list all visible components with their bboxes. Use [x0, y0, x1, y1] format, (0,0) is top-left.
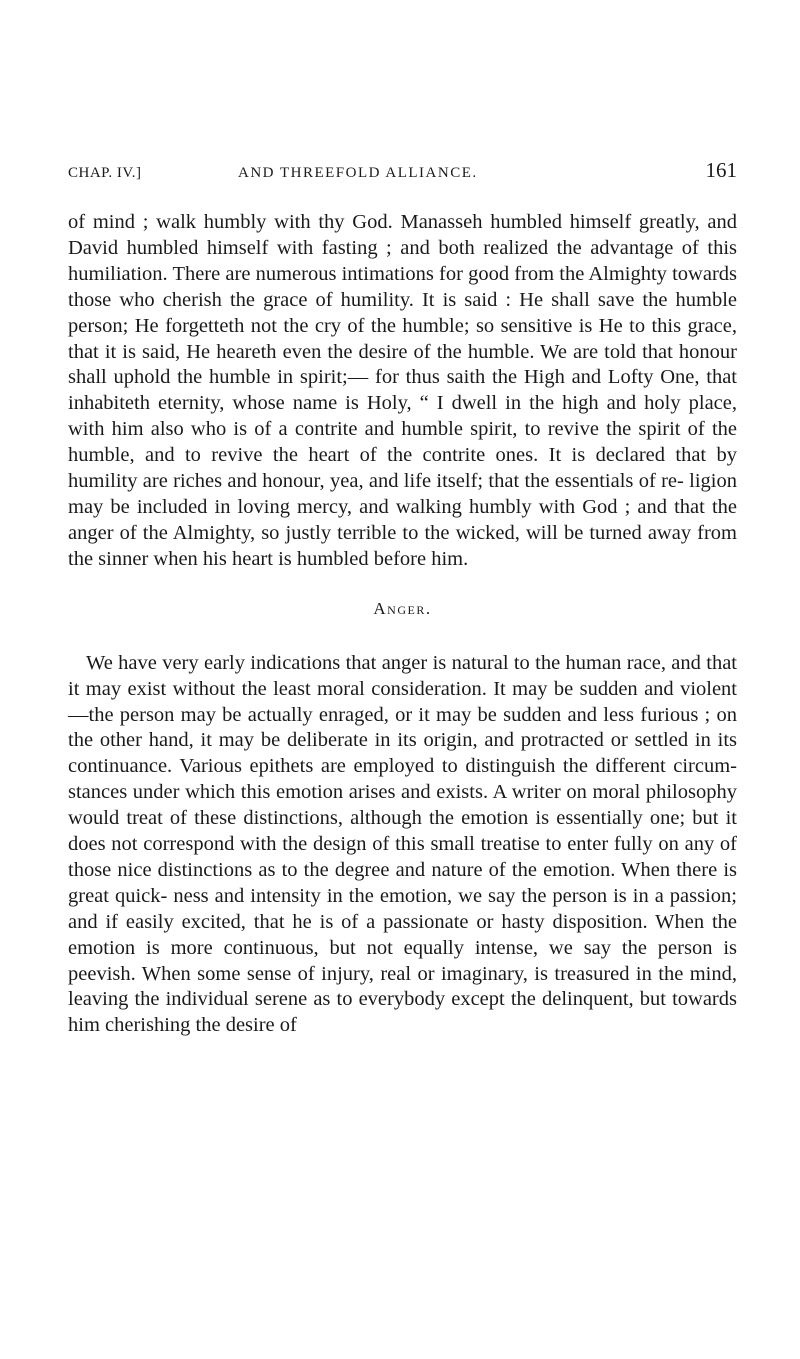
- section-heading: Anger.: [373, 598, 432, 618]
- body-paragraph: of mind ; walk humbly with thy God. Manasseh humbled himself greatly, and David humbled himself with fasting ; and both realized the advantage of this humiliation. There are numerous intimations for good from the Almighty towards those who cherish the grace of humility. It is said : He shall save the humble person; He forgetteth not the cry of the humble; so sensitive is He to this grace, that it is said, He heareth even the desire of the humble. We are told that honour shall uphold the humble in spirit;— for thus saith the High and Lofty One, that inhabiteth eternity, whose name is Holy, “ I dwell in the high and holy place, with him also who is of a contrite and humble spirit, to revive the spirit of the humble, and to revive the heart of the contrite ones. It is declared that by humility are riches and honour, yea, and life itself; that the essentials of re- ligion may be included in loving mercy, and walking humbly with God ; and that the anger of the Almighty, so justly terrible to the wicked, will be turned away from the sinner when his heart is humbled before him.: [68, 211, 737, 570]
- chapter-label: CHAP. IV.]: [68, 165, 142, 181]
- book-page: [68, 158, 737, 1039]
- running-title: AND THREEFOLD ALLIANCE.: [238, 165, 478, 181]
- page-number: 161: [705, 158, 737, 182]
- body-paragraph: We have very early indications that anger is natural to the human race, and that it may exist without the least moral consideration. It may be sudden and violent—the person may be actually enraged, or it may be sudden and less furious ; on the other hand, it may be deliberate in its origin, and protracted or settled in its continuance. Various epithets are employed to distinguish the different circum- stances under which this emotion arises and exists. A writer on moral philosophy would treat of these distinctions, although the emotion is essentially one; but it does not correspond with the design of this small treatise to enter fully on any of those nice distinctions as to the degree and nature of the emotion. When there is great quick- ness and intensity in the emotion, we say the person is in a passion; and if easily excited, that he is of a passionate or hasty disposition. When the emotion is more continuous, but not equally intense, we say the person is peevish. When some sense of injury, real or imaginary, is treasured in the mind, leaving the individual serene as to everybody except the delinquent, but towards him cherishing the desire of: [68, 651, 737, 1037]
- running-head: [68, 158, 737, 188]
